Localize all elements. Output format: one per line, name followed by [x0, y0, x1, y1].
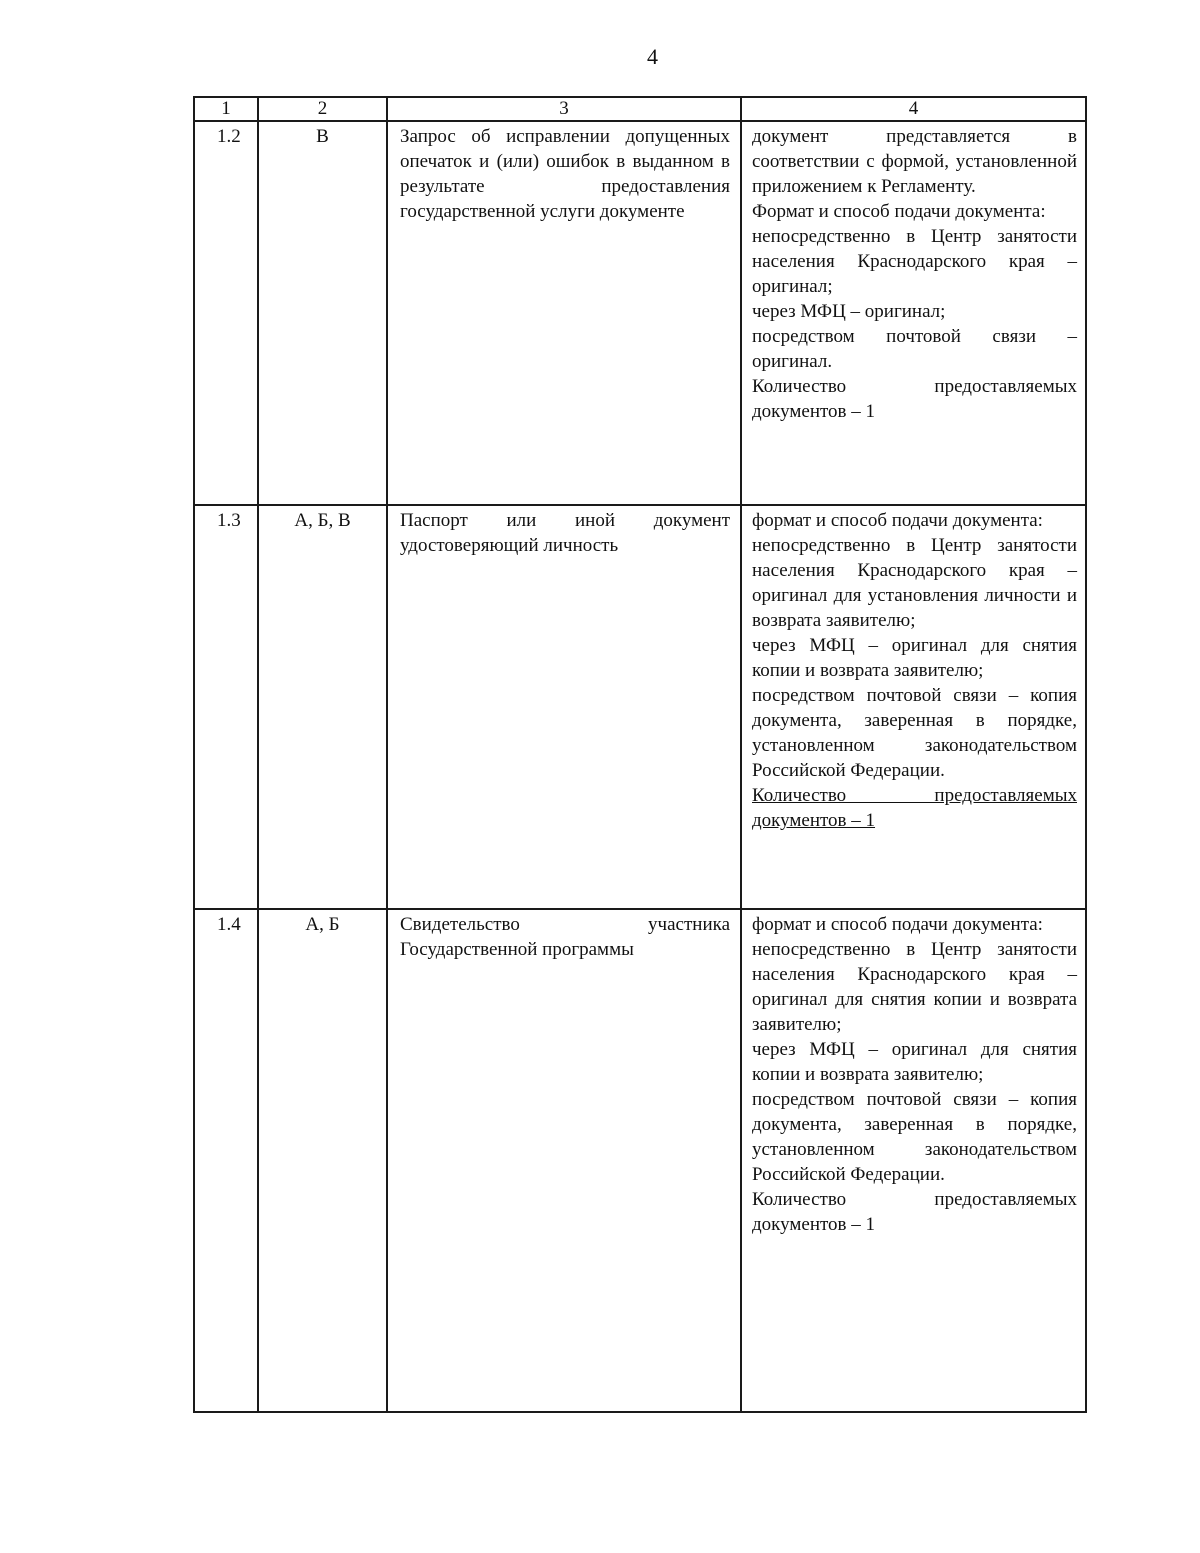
description-line: Количество предоставляемых документов – 1: [752, 1189, 1077, 1235]
documents-table: [193, 96, 1087, 1413]
description-line: посредством почтовой связи – копия документа, заверенная в порядке, установленном законодательством Российской Федерации.: [752, 685, 1077, 781]
row-number: 1.2: [194, 121, 258, 505]
page-number: 4: [647, 44, 658, 69]
table-header-row: [194, 97, 1086, 121]
row-number: 1.4: [194, 909, 258, 1412]
column-header-3: 3: [387, 97, 741, 121]
description-line: непосредственно в Центр занятости населения Краснодарского края – оригинал для установления личности и возврата заявителю;: [752, 535, 1077, 631]
row-description: [741, 909, 1086, 1412]
column-header-1: 1: [194, 97, 258, 121]
description-line: через МФЦ – оригинал для снятия копии и возврата заявителю;: [752, 635, 1077, 681]
description-line: Количество предоставляемых документов – 1: [752, 785, 1077, 831]
table-row: [194, 909, 1086, 1412]
description-line: посредством почтовой связи – копия документа, заверенная в порядке, установленном законодательством Российской Федерации.: [752, 1089, 1077, 1185]
row-description: [741, 121, 1086, 505]
table-row: [194, 121, 1086, 505]
description-line: формат и способ подачи документа:: [752, 510, 1043, 531]
row-category: А, Б: [258, 909, 387, 1412]
row-document-name: Запрос об исправлении допущенных опечаток и (или) ошибок в выданном в результате предоставления государственной услуги документе: [387, 121, 741, 505]
row-description: [741, 505, 1086, 909]
row-document-name: Паспорт или иной документ удостоверяющий личность: [387, 505, 741, 909]
row-category: В: [258, 121, 387, 505]
row-category: А, Б, В: [258, 505, 387, 909]
description-line: Формат и способ подачи документа:: [752, 201, 1046, 222]
column-header-4: 4: [741, 97, 1086, 121]
description-line: документ представляется в соответствии с формой, установленной приложением к Регламенту.: [752, 126, 1077, 197]
description-line: через МФЦ – оригинал;: [752, 301, 946, 322]
description-line: посредством почтовой связи – оригинал.: [752, 326, 1077, 372]
column-header-2: 2: [258, 97, 387, 121]
description-line: через МФЦ – оригинал для снятия копии и возврата заявителю;: [752, 1039, 1077, 1085]
row-number: 1.3: [194, 505, 258, 909]
description-line: Количество предоставляемых документов – 1: [752, 376, 1077, 422]
row-document-name: Свидетельство участника Государственной программы: [387, 909, 741, 1412]
description-line: непосредственно в Центр занятости населения Краснодарского края – оригинал для снятия копии и возврата заявителю;: [752, 939, 1077, 1035]
description-line: формат и способ подачи документа:: [752, 914, 1043, 935]
description-line: непосредственно в Центр занятости населения Краснодарского края – оригинал;: [752, 226, 1077, 297]
table-row: [194, 505, 1086, 909]
